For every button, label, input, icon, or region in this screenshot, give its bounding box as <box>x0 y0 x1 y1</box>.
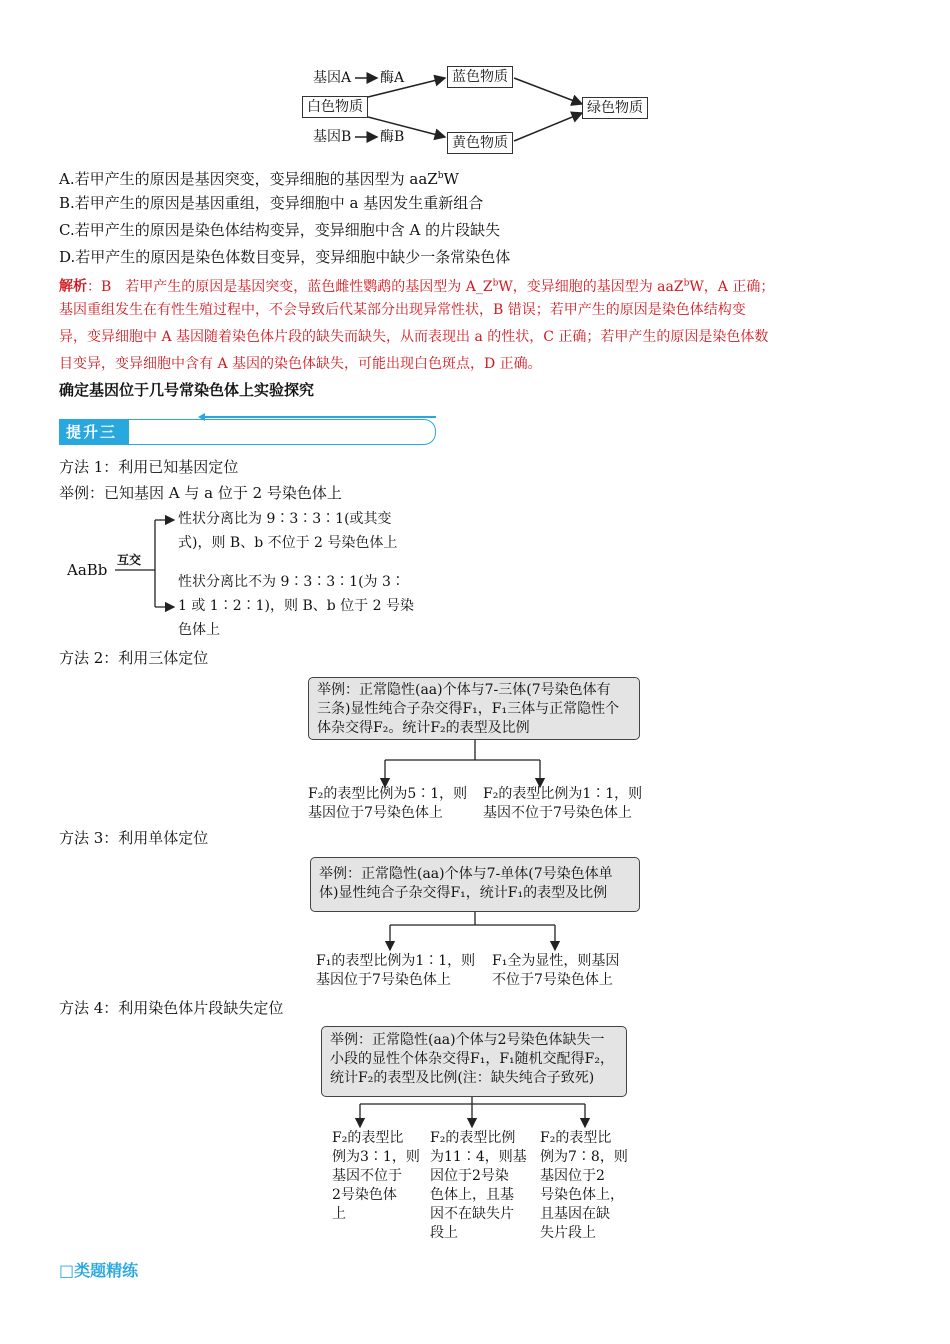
section-title: 确定基因位于几号常染色体上实验探究 <box>59 381 315 399</box>
banner-label: 提升三 <box>66 423 118 441</box>
yellow-substance-box: 黄色物质 <box>447 132 513 154</box>
white-substance-box: 白色物质 <box>302 96 368 118</box>
method4-example-box: 举例：正常隐性(aa)个体与2号染色体缺失一 小段的显性个体杂交得F₁，F₁随机交配得F₂， 统计F₂的表型及比例(注：缺失纯合子致死) <box>321 1026 627 1097</box>
method3-example-box: 举例：正常隐性(aa)个体与7-单体(7号染色体单 体)显性纯合子杂交得F₁，统计F₁的表型及比例 <box>310 857 640 912</box>
method2-result-right: F₂的表型比例为1∶1，则 基因不位于7号染色体上 <box>483 786 643 821</box>
method4-result-col1: F₂的表型比 例为3∶1，则 基因不位于 2号染色体 上 <box>332 1130 420 1222</box>
practice-heading: □类题精练 <box>59 1261 139 1280</box>
method4-result-col2: F₂的表型比例 为11∶4，则基 因位于2号染 色体上，且基 因不在缺失片 段上 <box>430 1130 527 1241</box>
method2-example-box: 举例：正常隐性(aa)个体与7-三体(7号染色体有 三条)显性纯合子杂交得F₁，F₁三体与正常隐性个 体杂交得F₂。统计F₂的表型及比例 <box>308 677 640 740</box>
method1-cross-label: 互交 <box>117 553 142 567</box>
method4-result-col3: F₂的表型比 例为7∶8，则 基因位于2 号染色体上， 且基因在缺 失片段上 <box>540 1130 628 1241</box>
method1-genotype: AaBb <box>67 561 108 579</box>
method2-result-left: F₂的表型比例为5∶1，则 基因位于7号染色体上 <box>308 786 468 821</box>
method1-example: 举例：已知基因 A 与 a 位于 2 号染色体上 <box>59 484 342 502</box>
banner-top-line <box>204 416 436 418</box>
option-a: A.若甲产生的原因是基因突变，变异细胞的基因型为 aaZ$^b$W <box>59 170 459 188</box>
method3-result-right: F₁全为显性，则基因 不位于7号染色体上 <box>492 953 620 988</box>
blue-to-green-arrow <box>514 78 582 104</box>
analysis-line-3: 异，变异细胞中 A 基因随着染色体片段的缺失而缺失，从而表现出 a 的性状，C 正确；若甲产生的原因是染色体数 <box>59 329 769 345</box>
option-b: B.若甲产生的原因是基因重组，变异细胞中 a 基因发生重新组合 <box>59 194 484 212</box>
method3-title: 方法 3：利用单体定位 <box>59 829 209 847</box>
analysis-line-4: 目变异，变异细胞中含有 A 基因的染色体缺失，可能出现白色斑点，D 正确。 <box>59 356 542 372</box>
method1-result2: 性状分离比不为 9∶3∶3∶1(为 3∶ 1 或 1∶2∶1)，则 B、b 位于 2 号染 色体上 <box>178 574 414 638</box>
gene-a-label: 基因A <box>313 70 352 86</box>
method1-title: 方法 1：利用已知基因定位 <box>59 458 239 476</box>
method1-result1: 性状分离比为 9∶3∶3∶1(或其变 式)，则 B、b 不位于 2 号染色体上 <box>178 511 398 551</box>
analysis-line-2: 基因重组发生在有性生殖过程中，不会导致后代某部分出现异常性状，B 错误；若甲产生的原因是染色体结构变 <box>59 302 746 318</box>
green-substance-box: 绿色物质 <box>582 97 648 119</box>
enzyme-b-label: 酶B <box>380 129 405 145</box>
method2-title: 方法 2：利用三体定位 <box>59 649 209 667</box>
blue-substance-box: 蓝色物质 <box>447 66 513 88</box>
method3-result-left: F₁的表型比例为1∶1，则 基因位于7号染色体上 <box>316 953 476 988</box>
enzyme-a-label: 酶A <box>380 70 405 86</box>
option-d: D.若甲产生的原因是染色体数目变异，变异细胞中缺少一条常染色体 <box>59 248 511 266</box>
yellow-to-green-arrow <box>514 113 582 141</box>
method4-title: 方法 4：利用染色体片段缺失定位 <box>59 999 284 1017</box>
gene-b-label: 基因B <box>313 129 352 145</box>
analysis-line-1: 解析：B 若甲产生的原因是基因突变，蓝色雌性鹦鹉的基因型为 $A\_Z^bW$，变异细胞的基因型为 aaZ$^b$W，A 正确； <box>59 278 775 295</box>
option-c: C.若甲产生的原因是染色体结构变异，变异细胞中含 A 的片段缺失 <box>59 221 501 239</box>
